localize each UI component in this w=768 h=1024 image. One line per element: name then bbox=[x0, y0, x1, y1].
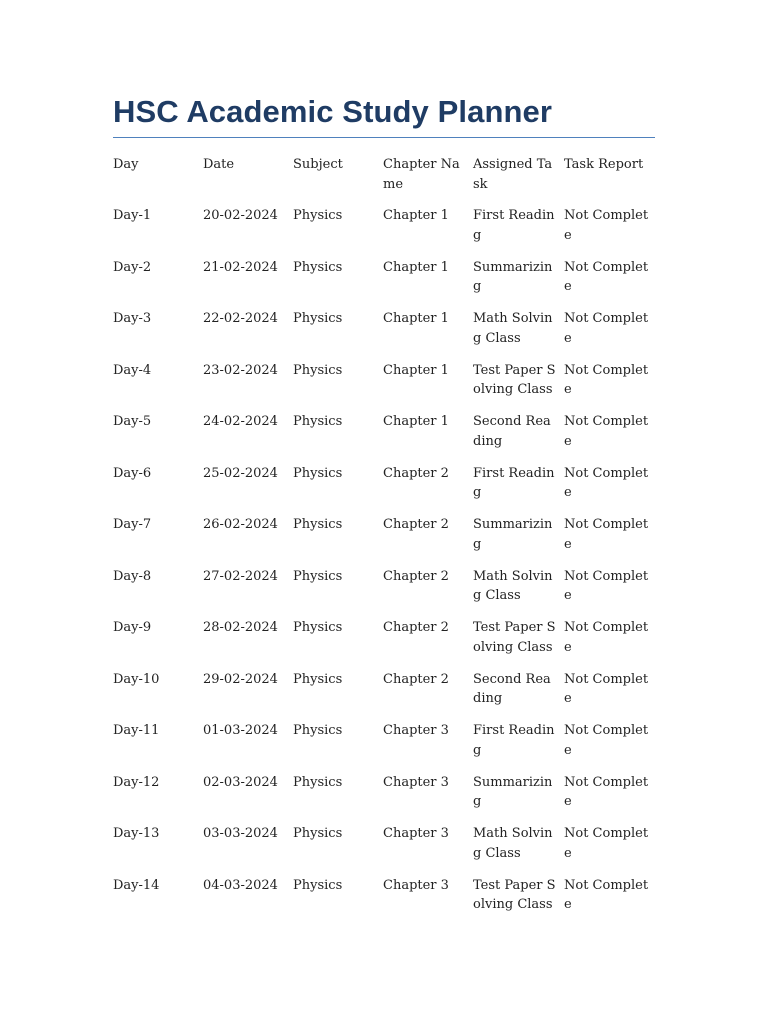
table-row bbox=[113, 361, 655, 413]
cell-assigned-task: Second Reading bbox=[473, 414, 551, 449]
cell-chapter-name: Chapter 2 bbox=[383, 620, 449, 635]
cell-date: 22-02-2024 bbox=[203, 311, 278, 326]
cell-task-report: Not Complete bbox=[564, 774, 649, 809]
cell-date: 04-03-2024 bbox=[203, 877, 278, 893]
cell-task-report: Not Complete bbox=[564, 877, 649, 912]
cell-subject: Physics bbox=[293, 362, 343, 378]
cell-assigned-task: Math Solving Class bbox=[473, 311, 553, 346]
cell-day: Day-1 bbox=[113, 208, 152, 223]
cell-assigned-task: Test Paper Solving Class bbox=[473, 877, 556, 912]
header-date: Date bbox=[203, 157, 235, 172]
cell-task-report: Not Complete bbox=[564, 723, 649, 758]
cell-day: Day-8 bbox=[113, 568, 152, 584]
header-task-report: Task Report bbox=[564, 157, 644, 172]
cell-date: 28-02-2024 bbox=[203, 620, 278, 635]
cell-assigned-task: First Reading bbox=[473, 723, 555, 758]
cell-task-report: Not Complete bbox=[564, 620, 649, 655]
cell-day: Day-2 bbox=[113, 259, 152, 275]
table-row bbox=[113, 515, 655, 567]
cell-chapter-name: Chapter 2 bbox=[383, 517, 449, 532]
cell-subject: Physics bbox=[293, 877, 343, 893]
cell-day: Day-11 bbox=[113, 723, 160, 738]
cell-day: Day-14 bbox=[113, 877, 160, 893]
cell-chapter-name: Chapter 1 bbox=[383, 259, 449, 275]
table-header-row bbox=[113, 155, 655, 206]
cell-task-report: Not Complete bbox=[564, 208, 649, 243]
cell-date: 20-02-2024 bbox=[203, 208, 278, 223]
cell-chapter-name: Chapter 3 bbox=[383, 826, 449, 841]
table-row bbox=[113, 618, 655, 670]
header-assigned-task: Assigned Task bbox=[473, 157, 553, 192]
cell-subject: Physics bbox=[293, 414, 343, 429]
header-day: Day bbox=[113, 157, 139, 172]
table-row bbox=[113, 567, 655, 619]
cell-task-report: Not Complete bbox=[564, 465, 649, 500]
table-row bbox=[113, 464, 655, 516]
cell-date: 29-02-2024 bbox=[203, 671, 278, 687]
cell-assigned-task: Summarizing bbox=[473, 259, 553, 294]
table-row bbox=[113, 876, 655, 928]
cell-chapter-name: Chapter 1 bbox=[383, 414, 449, 429]
cell-day: Day-9 bbox=[113, 620, 152, 635]
cell-chapter-name: Chapter 3 bbox=[383, 774, 449, 790]
table-row bbox=[113, 258, 655, 310]
cell-chapter-name: Chapter 3 bbox=[383, 723, 449, 738]
cell-task-report: Not Complete bbox=[564, 671, 649, 706]
table-row bbox=[113, 773, 655, 825]
cell-chapter-name: Chapter 2 bbox=[383, 568, 449, 584]
cell-date: 01-03-2024 bbox=[203, 723, 278, 738]
cell-day: Day-10 bbox=[113, 671, 160, 687]
cell-chapter-name: Chapter 3 bbox=[383, 877, 449, 893]
cell-day: Day-6 bbox=[113, 465, 152, 481]
cell-subject: Physics bbox=[293, 826, 343, 841]
cell-task-report: Not Complete bbox=[564, 517, 649, 552]
cell-task-report: Not Complete bbox=[564, 568, 649, 603]
cell-task-report: Not Complete bbox=[564, 259, 649, 294]
cell-assigned-task: Test Paper Solving Class bbox=[473, 362, 556, 397]
page-title: HSC Academic Study Planner bbox=[113, 94, 655, 138]
cell-assigned-task: Summarizing bbox=[473, 774, 553, 809]
cell-date: 23-02-2024 bbox=[203, 362, 278, 378]
cell-subject: Physics bbox=[293, 208, 343, 223]
cell-day: Day-3 bbox=[113, 311, 152, 326]
cell-date: 24-02-2024 bbox=[203, 414, 278, 429]
cell-subject: Physics bbox=[293, 774, 343, 790]
cell-day: Day-5 bbox=[113, 414, 152, 429]
cell-date: 25-02-2024 bbox=[203, 465, 278, 481]
table-row bbox=[113, 309, 655, 361]
table-row bbox=[113, 824, 655, 876]
cell-subject: Physics bbox=[293, 671, 343, 687]
cell-assigned-task: Math Solving Class bbox=[473, 568, 553, 603]
cell-subject: Physics bbox=[293, 311, 343, 326]
cell-assigned-task: First Reading bbox=[473, 465, 555, 500]
cell-subject: Physics bbox=[293, 723, 343, 738]
document-page bbox=[113, 94, 655, 927]
cell-task-report: Not Complete bbox=[564, 311, 649, 346]
cell-date: 26-02-2024 bbox=[203, 517, 278, 532]
table-row bbox=[113, 412, 655, 464]
cell-task-report: Not Complete bbox=[564, 362, 649, 397]
header-chapter-name: Chapter Name bbox=[383, 157, 460, 192]
cell-subject: Physics bbox=[293, 465, 343, 481]
cell-subject: Physics bbox=[293, 568, 343, 584]
cell-assigned-task: Second Reading bbox=[473, 671, 551, 706]
cell-subject: Physics bbox=[293, 620, 343, 635]
table-body bbox=[113, 206, 655, 927]
cell-date: 27-02-2024 bbox=[203, 568, 278, 584]
cell-date: 02-03-2024 bbox=[203, 774, 278, 790]
cell-task-report: Not Complete bbox=[564, 826, 649, 861]
cell-assigned-task: Summarizing bbox=[473, 517, 553, 552]
cell-day: Day-4 bbox=[113, 362, 152, 378]
cell-task-report: Not Complete bbox=[564, 414, 649, 449]
cell-chapter-name: Chapter 1 bbox=[383, 311, 449, 326]
cell-day: Day-13 bbox=[113, 826, 160, 841]
table-row bbox=[113, 670, 655, 722]
cell-date: 21-02-2024 bbox=[203, 259, 278, 275]
study-planner-table bbox=[113, 155, 655, 927]
cell-chapter-name: Chapter 2 bbox=[383, 465, 449, 481]
cell-subject: Physics bbox=[293, 517, 343, 532]
cell-assigned-task: Math Solving Class bbox=[473, 826, 553, 861]
cell-chapter-name: Chapter 1 bbox=[383, 208, 449, 223]
table-row bbox=[113, 721, 655, 773]
cell-chapter-name: Chapter 1 bbox=[383, 362, 449, 378]
table-row bbox=[113, 206, 655, 258]
cell-day: Day-7 bbox=[113, 517, 152, 532]
cell-date: 03-03-2024 bbox=[203, 826, 278, 841]
cell-chapter-name: Chapter 2 bbox=[383, 671, 449, 687]
cell-assigned-task: Test Paper Solving Class bbox=[473, 620, 556, 655]
cell-assigned-task: First Reading bbox=[473, 208, 555, 243]
header-subject: Subject bbox=[293, 157, 343, 172]
cell-day: Day-12 bbox=[113, 774, 160, 790]
cell-subject: Physics bbox=[293, 259, 343, 275]
